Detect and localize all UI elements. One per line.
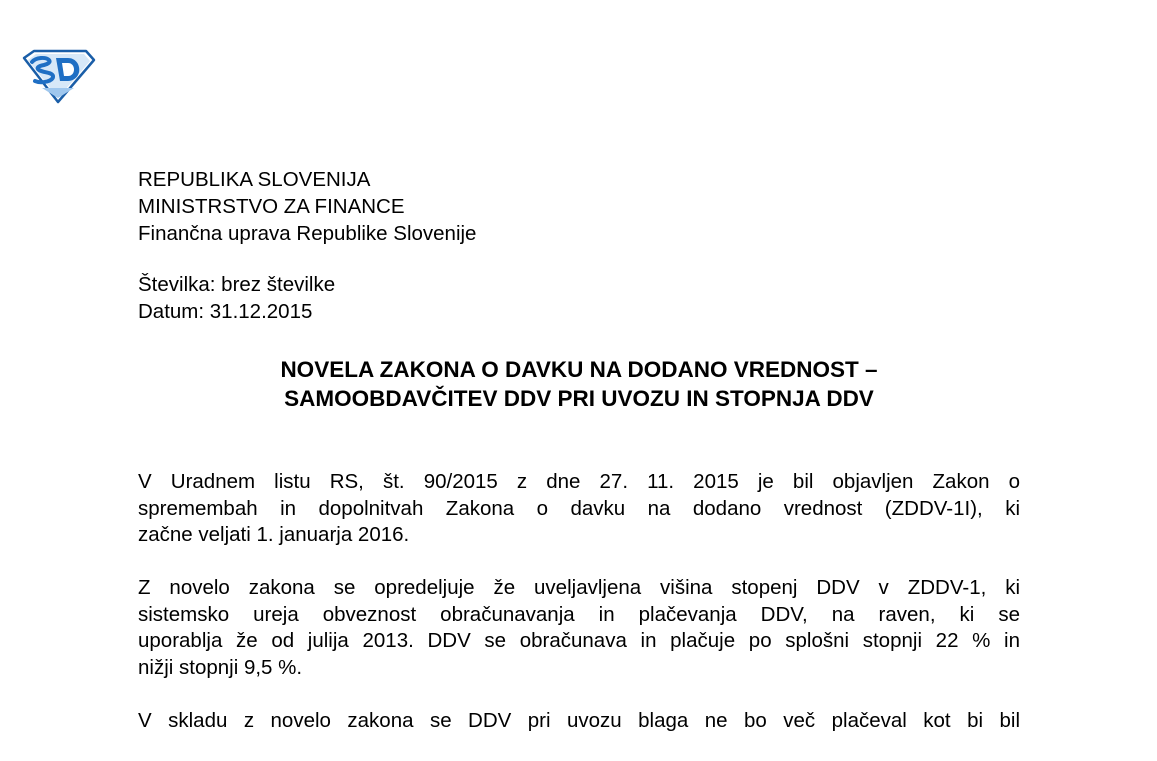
paragraph-line: nižji stopnji 9,5 %. [138, 655, 303, 679]
document-number: Številka: brez številke [138, 273, 336, 296]
title-line: SAMOOBDAVČITEV DDV PRI UVOZU IN STOPNJA DDV [284, 386, 874, 411]
document-title [138, 355, 1020, 413]
paragraph [138, 708, 1020, 735]
paragraph-line: Z novelo zakona se opredeljuje že uveljavljena višina stopenj DDV v ZDDV-1, ki [138, 576, 1020, 599]
title-line: NOVELA ZAKONA O DAVKU NA DODANO VREDNOST – [280, 357, 878, 382]
issuer-ministry: MINISTRSTVO ZA FINANCE [138, 195, 405, 218]
paragraph-line: začne veljati 1. januarja 2016. [138, 523, 410, 546]
issuer-block [138, 166, 476, 247]
document-date: Datum: 31.12.2015 [138, 300, 313, 323]
paragraph-line: sistemsko ureja obveznost obračunavanja in plačevanja DDV, na raven, ki se [138, 602, 1020, 626]
logo [22, 48, 96, 104]
issuer-administration: Finančna uprava Republike Slovenije [138, 222, 477, 245]
document-body [138, 469, 1020, 761]
document-meta [138, 271, 335, 325]
fu-logo-icon [22, 48, 96, 104]
paragraph-line: uporablja že od julija 2013. DDV se obračunava in plačuje po splošni stopnji 22 % in [138, 629, 1020, 652]
paragraph-line: V Uradnem listu RS, št. 90/2015 z dne 27. 11. 2015 je bil objavljen Zakon o [138, 470, 1020, 493]
paragraph [138, 469, 1020, 549]
paragraph [138, 575, 1020, 681]
paragraph-line: V skladu z novelo zakona se DDV pri uvozu blaga ne bo več plačeval kot bi bil [138, 708, 1020, 732]
paragraph-line: spremembah in dopolnitvah Zakona o davku na dodano vrednost (ZDDV-1I), ki [138, 496, 1020, 520]
issuer-republic: REPUBLIKA SLOVENIJA [138, 168, 371, 191]
